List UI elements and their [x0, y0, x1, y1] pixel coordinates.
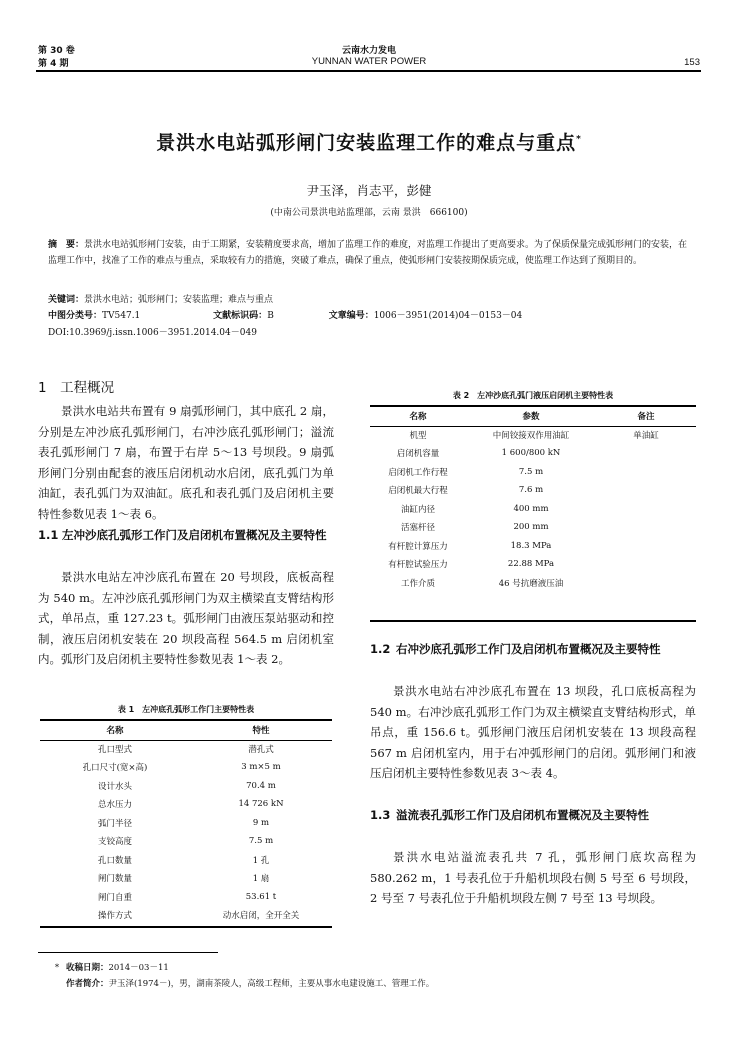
subsection-1-2-title: 右冲沙底孔弧形工作门及启闭机布置概况及主要特性 — [396, 642, 661, 656]
table-cell — [596, 444, 696, 463]
table-row — [40, 869, 332, 888]
table-cell: 启闭机最大行程 — [388, 486, 448, 497]
table-cell: 孔口型式 — [97, 744, 132, 755]
table-cell: 油缸内径 — [400, 504, 435, 515]
table-cell: 闸门数量 — [97, 874, 132, 885]
table-cell: 14 726 kN — [238, 799, 284, 810]
table2-header-cell: 备注 — [637, 412, 655, 423]
clc-label: 中图分类号： — [48, 311, 103, 321]
table-cell: 7.5 m — [248, 836, 274, 847]
table-row — [40, 888, 332, 907]
doccode-value: B — [267, 311, 274, 321]
table-row — [370, 518, 696, 537]
journal-name-en: YUNNAN WATER POWER — [311, 56, 427, 67]
table-cell: 有杆腔计算压力 — [388, 541, 448, 552]
table-cell: 1 600/800 kN — [501, 448, 561, 459]
title-footnote-mark: * — [576, 134, 582, 145]
footnote-received — [48, 960, 688, 976]
table-cell: 弧门半径 — [97, 818, 132, 829]
table-cell: 潜孔式 — [248, 744, 274, 755]
table-1 — [40, 721, 332, 925]
table-2-header-rule — [370, 426, 696, 427]
table-1-header-row — [40, 721, 332, 740]
issue-label: 第 4 期 — [38, 59, 69, 69]
table-cell: 1 扇 — [252, 874, 270, 885]
table-row — [370, 537, 696, 556]
table-cell — [596, 463, 696, 482]
table-row — [370, 463, 696, 482]
table-cell — [596, 500, 696, 519]
table-cell: 启闭机工作行程 — [388, 467, 448, 478]
table-row — [40, 851, 332, 870]
table-cell: 孔口数量 — [97, 855, 132, 866]
classification-line — [48, 309, 690, 325]
subsection-1-3-title: 溢流表孔弧形工作门及启闭机布置概况及主要特性 — [396, 808, 649, 822]
author-list: 尹玉泽，肖志平，彭健 — [306, 183, 432, 198]
table-1-caption: 表 1 左冲底孔弧形工作门主要特性表 — [117, 705, 255, 714]
table-cell: 单油缸 — [633, 430, 659, 441]
table1-header-cell: 特性 — [252, 726, 270, 737]
subsection-1-1-title: 左冲沙底孔弧形工作门及启闭机布置概况及主要特性 — [62, 528, 327, 542]
table-cell: 200 mm — [513, 522, 549, 533]
table-cell: 设计水头 — [97, 781, 132, 792]
paragraph-3: 景洪水电站右冲沙底孔布置在 13 坝段，孔口底板高程为 540 m。右冲沙底孔弧形工作门为双主横梁直支臂结构形式，单吊点，重 156.6 t。弧形闸门液压启闭机安装在 13 坝段高程 567 m 启闭机室内，用于右冲弧形闸门的启闭。弧形闸门和液压启闭机主要特性参数见表 3～表 4。 — [370, 684, 696, 781]
table-row — [40, 777, 332, 796]
table-cell: 闸门自重 — [97, 892, 132, 903]
table-row — [370, 481, 696, 500]
keywords-text: 景洪水电站；弧形闸门；安装监理；难点与重点 — [84, 295, 274, 305]
table-cell: 22.88 MPa — [507, 559, 555, 570]
subsection-1-3-number: 1.3 — [370, 808, 391, 822]
keywords-label: 关键词： — [48, 295, 85, 305]
footnote-mark: * — [54, 963, 60, 973]
section-heading-1: 1 工程概况 — [38, 380, 115, 396]
table-row — [40, 740, 332, 759]
table-row — [370, 500, 696, 519]
table-cell: 46 号抗磨液压油 — [498, 578, 564, 589]
received-label: 收稿日期： — [66, 963, 109, 973]
table-cell: 1 孔 — [252, 855, 270, 866]
table-cell: 启闭机容量 — [396, 449, 440, 460]
title-text: 景洪水电站弧形闸门安装监理工作的难点与重点 — [156, 132, 577, 154]
subsection-1-2 — [370, 640, 696, 659]
table-cell: 7.5 m — [518, 466, 544, 477]
articleno-label: 文章编号： — [328, 311, 374, 321]
page-number: 153 — [684, 57, 700, 68]
header-rule — [36, 70, 701, 72]
subsection-1-1-number: 1.1 — [38, 528, 59, 542]
table-cell: 53.61 t — [245, 891, 277, 902]
table-row — [370, 426, 696, 445]
table-1-bottom-rule — [40, 926, 332, 928]
table-cell: 孔口尺寸(宽×高) — [82, 763, 148, 774]
affiliation: (中南公司景洪电站监理部，云南 景洪 666100) — [270, 208, 468, 218]
table-row — [40, 795, 332, 814]
abstract-label: 摘 要： — [48, 240, 85, 250]
volume-label: 第 30 卷 — [38, 46, 75, 56]
table1-header-cell: 名称 — [106, 726, 124, 737]
subsection-1-3 — [370, 806, 696, 825]
doccode-label: 文献标识码： — [213, 311, 268, 321]
articleno-value: 1006－3951(2014)04－0153－04 — [373, 311, 523, 321]
table-row — [370, 555, 696, 574]
table2-header-cell: 名称 — [409, 412, 427, 423]
table-row — [370, 574, 696, 593]
abstract-text: 景洪水电站弧形闸门安装，由于工期紧，安装精度要求高，增加了监理工作的难度，对监理工作提出了更高要求。为了保质保量完成弧形闸门的安装，在监理工作中，找准了工作的难点与重点，采取较有力的措施，突破了难点，确保了重点，使弧形闸门安装按期保质完成，使监理工作达到了预期目的。 — [48, 240, 688, 266]
table-cell — [596, 481, 696, 500]
table-cell: 操作方式 — [97, 911, 132, 922]
table-cell: 中间铰接双作用油缸 — [492, 430, 570, 441]
paragraph-1: 景洪水电站共布置有 9 扇弧形闸门，其中底孔 2 扇，分别是左冲沙底孔弧形闸门，右冲沙底孔弧形闸门；溢流表孔弧形闸门 7 扇，布置于右岸 5～13 号坝段。9 扇弧形闸门分别由配套的液压启闭机动水启闭，底孔弧门为单油缸，表孔弧门为双油缸。底孔和表孔弧门及启闭机主要特性参数见表 1～表 6。 — [38, 404, 334, 521]
table-cell: 18.3 MPa — [510, 540, 552, 551]
table2-header-cell: 参数 — [522, 412, 540, 423]
table-cell: 总水压力 — [97, 800, 132, 811]
clc-value: TV547.1 — [102, 311, 141, 321]
author-bio-label: 作者简介： — [66, 979, 109, 989]
table-cell: 有杆腔试验压力 — [388, 560, 448, 571]
table-cell — [596, 518, 696, 537]
table-cell — [596, 555, 696, 574]
table-cell — [596, 537, 696, 556]
table-row — [40, 906, 332, 925]
table-cell: 3 m×5 m — [241, 762, 281, 773]
table-cell: 400 mm — [513, 503, 549, 514]
table-1-header-rule — [40, 740, 332, 741]
table-cell: 工作介质 — [400, 578, 435, 589]
table-cell: 动水启闭，全开全关 — [222, 911, 300, 922]
table-cell: 7.6 m — [518, 485, 544, 496]
footnote-author — [48, 976, 688, 992]
table-2 — [370, 407, 696, 592]
subsection-1-1 — [38, 526, 334, 545]
table-cell: 9 m — [252, 817, 270, 828]
article-title — [0, 128, 738, 155]
table-2-caption: 表 2 左冲沙底孔弧门液压启闭机主要特性表 — [452, 391, 614, 400]
table-cell — [596, 574, 696, 593]
table-cell: 支铰高度 — [97, 837, 132, 848]
doi: DOI:10.3969/j.issn.1006－3951.2014.04－049 — [48, 328, 257, 338]
journal-name-cn: 云南水力发电 — [341, 46, 396, 56]
table-cell: 70.4 m — [246, 780, 276, 791]
subsection-1-2-number: 1.2 — [370, 642, 391, 656]
footnote-rule — [38, 952, 218, 953]
paragraph-4: 景洪水电站溢流表孔共 7 孔，弧形闸门底坎高程为 580.262 m，1 号表孔位于升船机坝段右侧 5 号至 6 号坝段，2 号至 7 号表孔位于升船机坝段左侧 7 号至 13 号坝段。 — [370, 850, 696, 906]
table-2-bottom-rule — [370, 620, 696, 622]
table-row — [40, 758, 332, 777]
table-row — [40, 814, 332, 833]
received-value: 2014－03－11 — [108, 963, 169, 973]
table-cell: 活塞杆径 — [400, 523, 435, 534]
table-row — [40, 832, 332, 851]
keywords — [48, 293, 690, 309]
table-2-header-row — [370, 407, 696, 426]
abstract — [48, 238, 690, 269]
paragraph-2: 景洪水电站左冲沙底孔布置在 20 号坝段，底板高程为 540 m。左冲沙底孔弧形闸门为双主横梁直支臂结构形式，单吊点，重 127.23 t。弧形闸门由液压泵站驱动和控制，液压启闭机安装在 20 坝段高程 564.5 m 启闭机室内。弧形门及启闭机主要特性参数见表 1～表 2。 — [38, 570, 334, 667]
table-row — [370, 444, 696, 463]
author-bio-text: 尹玉泽(1974－)，男，湖南茶陵人，高级工程师，主要从事水电建设施工、管理工作。 — [108, 979, 435, 989]
table-cell: 机型 — [409, 430, 427, 441]
